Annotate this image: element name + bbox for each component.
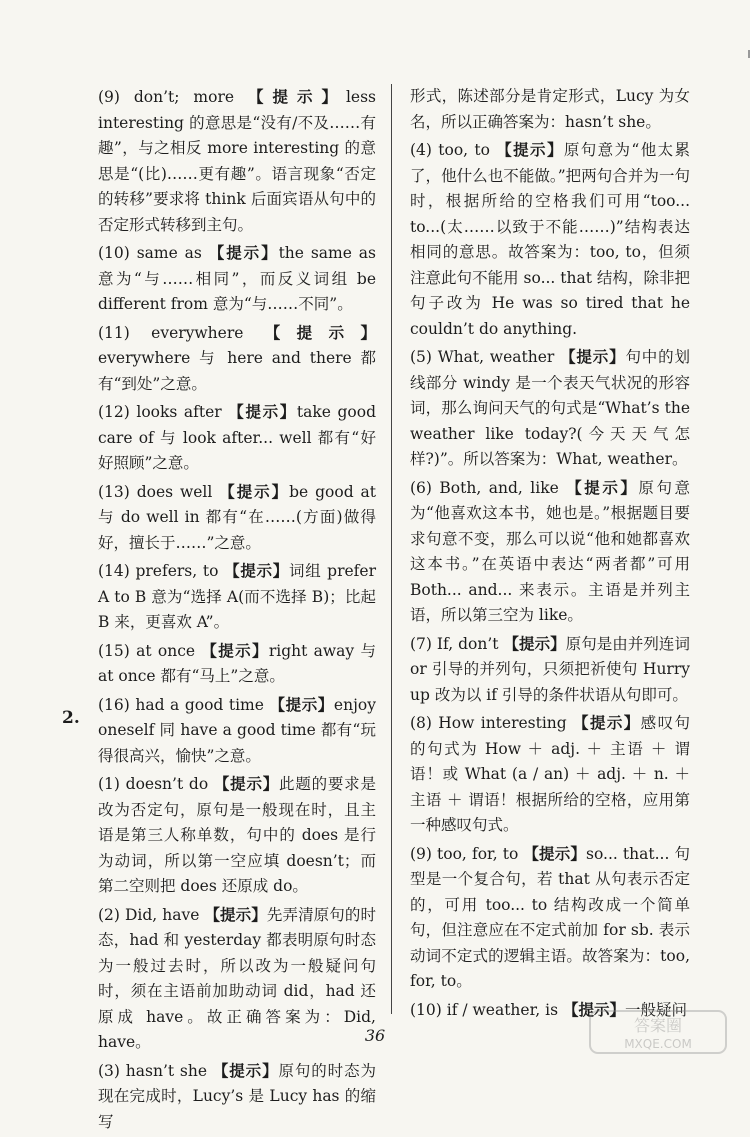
answer-entry: (5) What, weather 【提示】句中的划线部分 windy 是一个表天气状况的形容词，那么询问天气的句式是“What’s the weather like today?(今天天气怎样?)”。所以答案为：What, weather。 [410, 347, 690, 468]
answer-entry: (3) hasn’t she 【提示】原句的时态为现在完成时，Lucy’s 是 Lucy has 的缩写 [98, 1060, 376, 1131]
watermark-logo [588, 1007, 728, 1057]
answer-entry: (8) How interesting 【提示】感叹句的句式为 How ＋ adj. ＋ 主语 ＋ 谓语！或 What (a / an) ＋ adj. ＋ n. ＋ 主语 ＋ 谓语！根据所给的空格，应用第一种感叹句式。 [410, 713, 690, 834]
answer-entry: (11) everywhere 【提示】everywhere 与 here and there 都有“到处”之意。 [98, 322, 376, 393]
tip-marker: 【提示】 [212, 1060, 279, 1080]
answer-entry: (4) too, to 【提示】原句意为“他太累了，他什么也不能做。”把两句合并为一句时，根据所给的空格我们可用“too... to...(太……以致于不能……)”结构表达相同的意思。故答案为：too, to，但须注意此句不能用 so... that 结构，除非把句子改为 He was so tired that he couldn’t do anything. [410, 140, 690, 338]
answer-entry: (10) same as 【提示】the same as 意为“与……相同”，而反义词组 be different from 意为“与……不同”。 [98, 243, 376, 313]
tip-marker: 【提示】 [213, 774, 280, 793]
tip-marker: 【提示】 [496, 140, 564, 159]
tip-marker: 【提示】 [219, 481, 290, 501]
answer-entry: 形式，陈述部分是肯定形式，Lucy 为女名，所以正确答案为：hasn’t she。 [410, 87, 690, 131]
column-divider [391, 84, 392, 1014]
answer-entry: (16) had a good time 【提示】enjoy oneself 同 have a good time 都有“玩得很高兴，愉快”之意。 [98, 694, 376, 765]
right-column [410, 84, 690, 1025]
tip-marker: 【提示】 [269, 694, 334, 714]
tip-marker: 【提示】 [224, 561, 290, 580]
answer-entry: (12) looks after 【提示】take good care of 与 look after... well 都有“好好照顾”之意。 [98, 402, 376, 472]
answer-entry: (14) prefers, to 【提示】词组 prefer A to B 意为“选择 A(而不选择 B)；比起 B 来，更喜欢 A”。 [98, 561, 376, 631]
tip-marker: 【提示】 [566, 477, 639, 497]
tip-marker: 【提示】 [208, 243, 279, 262]
answer-entry: (15) at once 【提示】right away 与 at once 都有“马上”之意。 [98, 640, 376, 685]
answer-entry: (7) If, don’t 【提示】原句是由并列连词 or 引导的并列句，只须把祈使句 Hurry up 改为以 if 引导的条件状语从句即可。 [410, 633, 690, 704]
tip-marker: 【提示】 [201, 640, 269, 660]
answer-entry: (9) don’t; more 【提示】less interesting 的意思是“没有/不及……有趣”，与之相反 more interesting 的意思是“(比)……更有趣”。语言现象“否定的转移”要求将 think 后面宾语从句中的否定形式转移到主句。 [98, 87, 376, 234]
answer-entry: (10) if / weather, is 【提示】一般疑问 [410, 999, 688, 1019]
tip-marker: 【提示】 [264, 322, 376, 342]
answer-entry: (9) too, for, to 【提示】so... that... 句型是一个复合句，若 that 从句表示否定的，可用 too... to 结构改成一个简单句，但注意应在不定式前加 for sb. 表示动词不定式的逻辑主语。故答案为：too, for, to。 [410, 843, 690, 990]
tip-marker: 【提示】 [573, 713, 641, 732]
tip-marker: 【提示】 [560, 347, 626, 366]
answer-entry: (6) Both, and, like 【提示】原句意为“他喜欢这本书，她也是。”根据题目要求句意不变，那么可以说“他和她都喜欢这本书。”在英语中表达“两者都”可用 Both... and... 来表示。主语是并列主语，所以第三空为 like。 [410, 477, 690, 624]
answer-entry: (2) Did, have 【提示】先弄清原句的时态，had 和 yesterday 都表明原句时态为一般过去时，所以改为一般疑问句时，须在主语前加助动词 did，had 还原成 have。故正确答案为：Did, have。 [98, 904, 376, 1051]
tip-marker: 【提示】 [562, 999, 625, 1019]
tip-marker: 【提示】 [228, 402, 297, 421]
svg-text:答案圈: 答案圈 [633, 1016, 683, 1035]
svg-text:MXQE.COM: MXQE.COM [624, 1037, 692, 1051]
answer-entry: (13) does well 【提示】be good at 与 do well in 都有“在……(方面)做得好，擅长于……”之意。 [98, 481, 376, 552]
tip-marker: 【提示】 [247, 87, 346, 106]
tip-marker: 【提示】 [503, 633, 566, 653]
page-number: 36 [364, 1026, 386, 1045]
tip-marker: 【提示】 [204, 904, 267, 924]
left-column [98, 84, 376, 1137]
tip-marker: 【提示】 [523, 843, 587, 863]
section-number: 2. [62, 708, 80, 728]
answer-entry: (1) doesn’t do 【提示】此题的要求是改为否定句，原句是一般现在时，且主语是第三人称单数，句中的 does 是行为动词，所以第一空应填 doesn’t；而第二空则把 does 还原成 do。 [98, 774, 376, 895]
